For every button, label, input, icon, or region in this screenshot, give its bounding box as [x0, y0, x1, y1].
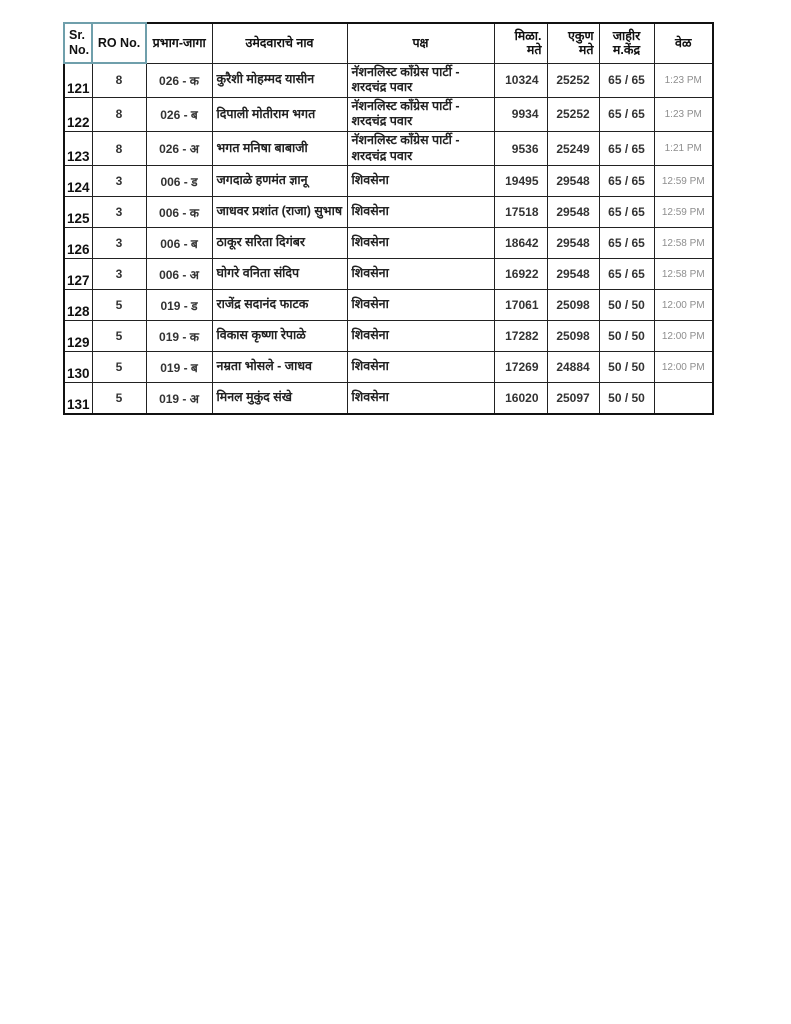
- cell-ro-no: 5: [92, 352, 146, 383]
- cell-party: नॅशनलिस्ट काँग्रेस पार्टी - शरदचंद्र पवार: [347, 63, 494, 97]
- cell-prabhag-jaga: 006 - ब: [146, 228, 212, 259]
- cell-jahir-kendra: 65 / 65: [599, 228, 654, 259]
- cell-ro-no: 8: [92, 132, 146, 166]
- cell-candidate-name: दिपाली मोतीराम भगत: [212, 97, 347, 131]
- cell-mila-mate: 16020: [494, 383, 547, 414]
- cell-ekun-mate: 25252: [547, 97, 599, 131]
- header-ro-no: RO No.: [92, 23, 146, 63]
- header-row: [64, 23, 713, 63]
- cell-party: शिवसेना: [347, 259, 494, 290]
- cell-prabhag-jaga: 006 - अ: [146, 259, 212, 290]
- cell-party: नॅशनलिस्ट काँग्रेस पार्टी - शरदचंद्र पवार: [347, 97, 494, 131]
- cell-jahir-kendra: 65 / 65: [599, 97, 654, 131]
- results-table-body: [64, 63, 713, 414]
- cell-vel: 1:23 PM: [654, 97, 713, 131]
- cell-ro-no: 5: [92, 321, 146, 352]
- cell-ro-no: 3: [92, 259, 146, 290]
- cell-mila-mate: 18642: [494, 228, 547, 259]
- cell-party: शिवसेना: [347, 321, 494, 352]
- cell-prabhag-jaga: 006 - ड: [146, 166, 212, 197]
- cell-jahir-kendra: 50 / 50: [599, 290, 654, 321]
- cell-prabhag-jaga: 006 - क: [146, 197, 212, 228]
- cell-sr-no: 121: [64, 63, 92, 97]
- cell-jahir-kendra: 65 / 65: [599, 166, 654, 197]
- table-row: [64, 97, 713, 131]
- cell-jahir-kendra: 65 / 65: [599, 259, 654, 290]
- cell-party: नॅशनलिस्ट काँग्रेस पार्टी - शरदचंद्र पवार: [347, 132, 494, 166]
- cell-mila-mate: 9536: [494, 132, 547, 166]
- cell-ekun-mate: 25249: [547, 132, 599, 166]
- cell-ekun-mate: 29548: [547, 228, 599, 259]
- cell-ekun-mate: 29548: [547, 259, 599, 290]
- cell-ro-no: 5: [92, 290, 146, 321]
- header-party: पक्ष: [347, 23, 494, 63]
- header-mila-mate: मिळा. मते: [494, 23, 547, 63]
- cell-ro-no: 3: [92, 166, 146, 197]
- cell-mila-mate: 19495: [494, 166, 547, 197]
- cell-mila-mate: 16922: [494, 259, 547, 290]
- table-row: [64, 259, 713, 290]
- cell-ro-no: 8: [92, 97, 146, 131]
- cell-ro-no: 5: [92, 383, 146, 414]
- cell-sr-no: 129: [64, 321, 92, 352]
- cell-ro-no: 3: [92, 228, 146, 259]
- table-row: [64, 63, 713, 97]
- cell-candidate-name: नम्रता भोसले - जाधव: [212, 352, 347, 383]
- cell-mila-mate: 17269: [494, 352, 547, 383]
- cell-vel: 12:00 PM: [654, 290, 713, 321]
- cell-ekun-mate: 25098: [547, 321, 599, 352]
- cell-candidate-name: कुरैशी मोहम्मद यासीन: [212, 63, 347, 97]
- cell-jahir-kendra: 50 / 50: [599, 383, 654, 414]
- cell-candidate-name: विकास कृष्णा रेपाळे: [212, 321, 347, 352]
- cell-jahir-kendra: 65 / 65: [599, 63, 654, 97]
- cell-sr-no: 126: [64, 228, 92, 259]
- cell-sr-no: 124: [64, 166, 92, 197]
- cell-ekun-mate: 25098: [547, 290, 599, 321]
- cell-sr-no: 127: [64, 259, 92, 290]
- cell-mila-mate: 17061: [494, 290, 547, 321]
- cell-vel: 12:00 PM: [654, 352, 713, 383]
- cell-party: शिवसेना: [347, 166, 494, 197]
- cell-prabhag-jaga: 019 - ब: [146, 352, 212, 383]
- cell-ro-no: 3: [92, 197, 146, 228]
- cell-ekun-mate: 25252: [547, 63, 599, 97]
- table-row: [64, 228, 713, 259]
- cell-ro-no: 8: [92, 63, 146, 97]
- cell-sr-no: 122: [64, 97, 92, 131]
- cell-ekun-mate: 29548: [547, 166, 599, 197]
- cell-party: शिवसेना: [347, 290, 494, 321]
- cell-prabhag-jaga: 019 - अ: [146, 383, 212, 414]
- cell-ekun-mate: 29548: [547, 197, 599, 228]
- cell-mila-mate: 17282: [494, 321, 547, 352]
- header-jahir-kendra: जाहीर म.केंद्र: [599, 23, 654, 63]
- election-results-table: [63, 22, 714, 415]
- table-row: [64, 290, 713, 321]
- table-header: [64, 23, 713, 63]
- table-row: [64, 166, 713, 197]
- cell-candidate-name: मिनल मुकुंद संखे: [212, 383, 347, 414]
- cell-prabhag-jaga: 019 - क: [146, 321, 212, 352]
- cell-vel: [654, 383, 713, 414]
- cell-jahir-kendra: 65 / 65: [599, 132, 654, 166]
- cell-sr-no: 131: [64, 383, 92, 414]
- cell-sr-no: 125: [64, 197, 92, 228]
- cell-prabhag-jaga: 026 - क: [146, 63, 212, 97]
- header-ekun-mate: एकुण मते: [547, 23, 599, 63]
- cell-jahir-kendra: 50 / 50: [599, 321, 654, 352]
- cell-vel: 1:21 PM: [654, 132, 713, 166]
- cell-prabhag-jaga: 026 - ब: [146, 97, 212, 131]
- cell-sr-no: 123: [64, 132, 92, 166]
- cell-mila-mate: 17518: [494, 197, 547, 228]
- cell-mila-mate: 10324: [494, 63, 547, 97]
- cell-vel: 1:23 PM: [654, 63, 713, 97]
- cell-vel: 12:00 PM: [654, 321, 713, 352]
- cell-candidate-name: ठाकूर सरिता दिगंबर: [212, 228, 347, 259]
- cell-candidate-name: भगत मनिषा बाबाजी: [212, 132, 347, 166]
- cell-prabhag-jaga: 019 - ड: [146, 290, 212, 321]
- cell-vel: 12:59 PM: [654, 166, 713, 197]
- cell-vel: 12:58 PM: [654, 259, 713, 290]
- cell-mila-mate: 9934: [494, 97, 547, 131]
- table-row: [64, 352, 713, 383]
- cell-vel: 12:59 PM: [654, 197, 713, 228]
- cell-sr-no: 130: [64, 352, 92, 383]
- cell-prabhag-jaga: 026 - अ: [146, 132, 212, 166]
- header-vel: वेळ: [654, 23, 713, 63]
- cell-party: शिवसेना: [347, 197, 494, 228]
- cell-ekun-mate: 25097: [547, 383, 599, 414]
- cell-candidate-name: घोगरे वनिता संदिप: [212, 259, 347, 290]
- cell-sr-no: 128: [64, 290, 92, 321]
- cell-party: शिवसेना: [347, 228, 494, 259]
- header-candidate-name: उमेदवाराचे नाव: [212, 23, 347, 63]
- table-row: [64, 197, 713, 228]
- cell-candidate-name: जगदाळे हणमंत ज्ञानू: [212, 166, 347, 197]
- cell-party: शिवसेना: [347, 383, 494, 414]
- cell-candidate-name: राजेंद्र सदानंद फाटक: [212, 290, 347, 321]
- cell-jahir-kendra: 50 / 50: [599, 352, 654, 383]
- cell-candidate-name: जाधवर प्रशांत (राजा) सुभाष: [212, 197, 347, 228]
- cell-ekun-mate: 24884: [547, 352, 599, 383]
- header-sr-no: Sr. No.: [64, 23, 92, 63]
- cell-vel: 12:58 PM: [654, 228, 713, 259]
- table-row: [64, 321, 713, 352]
- cell-jahir-kendra: 65 / 65: [599, 197, 654, 228]
- cell-party: शिवसेना: [347, 352, 494, 383]
- table-row: [64, 132, 713, 166]
- table-row: [64, 383, 713, 414]
- header-prabhag-jaga: प्रभाग-जागा: [146, 23, 212, 63]
